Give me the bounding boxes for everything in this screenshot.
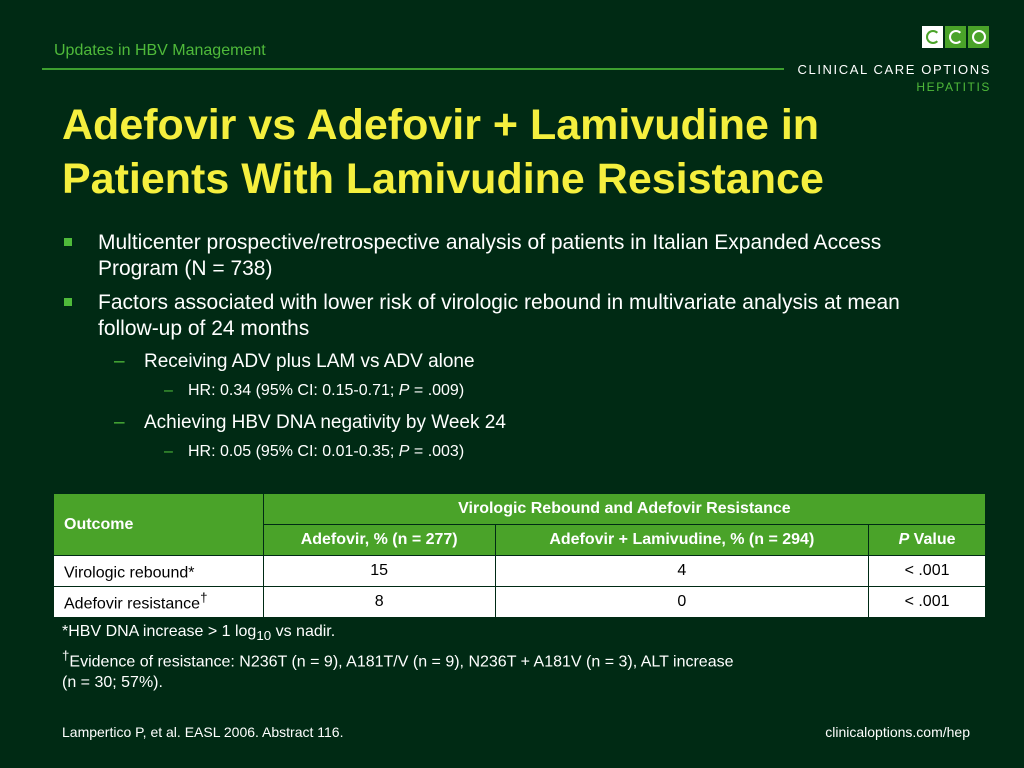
header-divider: [42, 68, 784, 70]
sub-sub-bullet-item: [62, 442, 942, 462]
logo-o-block: [968, 26, 989, 48]
footnote-2-continued: (n = 30; 57%).: [62, 673, 163, 691]
footnote-2: †Evidence of resistance: N236T (n = 9), A181T/V (n = 9), N236T + A181V (n = 3), ALT increase: [62, 648, 734, 671]
brand-name: CLINICAL CARE OPTIONS: [797, 62, 991, 77]
column-group-header: Virologic Rebound and Adefovir Resistance: [263, 494, 985, 525]
cell-p-value: < .001: [869, 587, 986, 618]
bullet-list: [62, 230, 942, 472]
footer-url: clinicaloptions.com/hep: [825, 724, 970, 740]
cell-combination: 0: [495, 587, 869, 618]
cco-logo-icon: [922, 26, 990, 48]
footnote-1: *HBV DNA increase > 1 $\log_{10}$ vs nadir.: [62, 623, 336, 644]
sub-bullet-item: [62, 411, 942, 435]
square-bullet-icon: [64, 298, 72, 306]
results-table: [53, 493, 986, 618]
logo-c-block: [945, 26, 966, 48]
row-label: Adefovir resistance†: [54, 587, 264, 618]
table-row: [54, 556, 986, 587]
cell-combination: 4: [495, 556, 869, 587]
table-row: [54, 587, 986, 618]
sub-bullet-text: Receiving ADV plus LAM vs ADV alone: [144, 351, 475, 372]
sub-bullet-item: [62, 350, 942, 374]
citation: Lampertico P, et al. EASL 2006. Abstract 116.: [62, 724, 344, 740]
hr-text-end: = .003): [409, 443, 465, 460]
sub-sub-bullet-item: [62, 381, 942, 401]
bullet-text: Multicenter prospective/retrospective analysis of patients in Italian Expanded Access Program (N = 738): [98, 231, 882, 280]
hr-text-end: = .009): [409, 382, 465, 399]
bullet-text: Factors associated with lower risk of virologic rebound in multivariate analysis at mean follow-up of 24 months: [98, 291, 900, 340]
square-bullet-icon: [64, 238, 72, 246]
title-line-1: Adefovir vs Adefovir + Lamivudine in: [62, 101, 820, 149]
header-label: Updates in HBV Management: [54, 42, 266, 59]
cell-p-value: < .001: [869, 556, 986, 587]
hr-text: HR: 0.34 (95% CI: 0.15-0.71;: [188, 382, 399, 399]
p-italic: P: [398, 382, 410, 399]
p-italic: P: [398, 443, 410, 460]
sub-bullet-text: Achieving HBV DNA negativity by Week 24: [144, 412, 506, 433]
dash-bullet-icon: –: [114, 412, 125, 433]
column-header-combination: Adefovir + Lamivudine, % (n = 294): [495, 525, 869, 556]
footnotes: [62, 622, 962, 693]
p-italic: P: [898, 531, 910, 548]
column-header-adefovir: Adefovir, % (n = 277): [263, 525, 495, 556]
column-header-p-value: [869, 525, 986, 556]
logo-c-block: [922, 26, 943, 48]
bullet-item: [62, 230, 942, 282]
p-value-label: Value: [909, 531, 956, 548]
column-header-outcome: Outcome: [54, 494, 264, 556]
cell-adefovir: 15: [263, 556, 495, 587]
bullet-item: [62, 290, 942, 342]
title-line-2: Patients With Lamivudine Resistance: [62, 155, 824, 203]
dash-bullet-icon: –: [164, 382, 173, 399]
brand-subtitle: HEPATITIS: [916, 80, 991, 94]
table-header-row: [54, 494, 986, 525]
dash-bullet-icon: –: [114, 351, 125, 372]
row-label: Virologic rebound*: [54, 556, 264, 587]
dash-bullet-icon: –: [164, 443, 173, 460]
cell-adefovir: 8: [263, 587, 495, 618]
slide-title: [62, 98, 992, 206]
hr-text: HR: 0.05 (95% CI: 0.01-0.35;: [188, 443, 399, 460]
